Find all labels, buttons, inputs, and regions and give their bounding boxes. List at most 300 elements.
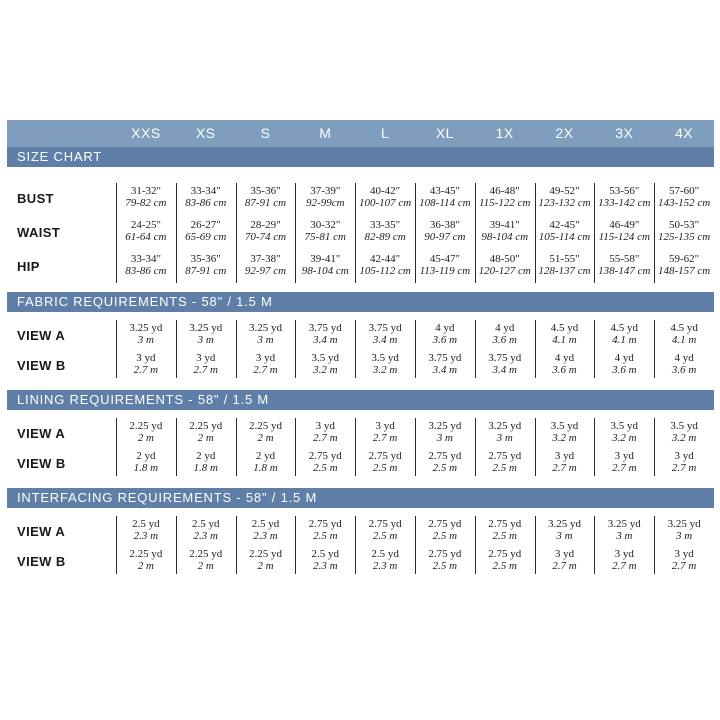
cell-metric-value: 87-91 cm	[185, 265, 227, 277]
size-column-header: M	[319, 125, 332, 141]
cell-imperial-value: 3.25 yd	[129, 322, 163, 334]
cell-imperial-value: 2.5 yd	[191, 518, 220, 530]
table-cell	[416, 185, 474, 209]
cell-metric-value: 2.7 m	[552, 462, 577, 474]
cell-metric-value: 138-147 cm	[598, 265, 651, 277]
table-cell	[177, 253, 235, 277]
cell-imperial-value: 3 yd	[136, 352, 156, 364]
table-cell	[356, 548, 414, 572]
table-cell	[416, 322, 474, 346]
cell-imperial-value: 2.75 yd	[488, 548, 522, 560]
cell-metric-value: 3 m	[556, 530, 573, 542]
cell-metric-value: 2.7 m	[253, 364, 278, 376]
cell-metric-value: 2.3 m	[372, 560, 398, 572]
table-cell	[536, 420, 594, 444]
cell-metric-value: 3 m	[436, 432, 453, 444]
cell-metric-value: 79-82 cm	[125, 197, 167, 209]
cell-metric-value: 87-91 cm	[244, 197, 287, 209]
cell-metric-value: 125-135 cm	[657, 231, 711, 243]
table-cell	[296, 352, 354, 376]
cell-imperial-value: 2.25 yd	[248, 548, 282, 560]
cell-metric-value: 3.6 m	[432, 334, 458, 346]
size-header-row	[7, 120, 714, 147]
cell-metric-value: 3 m	[616, 530, 633, 542]
cell-imperial-value: 3 yd	[614, 548, 634, 560]
table-cell	[595, 420, 653, 444]
cell-imperial-value: 24-25"	[130, 219, 161, 231]
cell-metric-value: 128-137 cm	[538, 265, 591, 277]
cell-imperial-value: 3.5 yd	[610, 420, 639, 432]
cell-metric-value: 83-86 cm	[185, 197, 227, 209]
table-cell	[476, 518, 534, 542]
cell-metric-value: 2.7 m	[671, 560, 697, 572]
table-cell	[296, 185, 354, 209]
table-cell	[595, 518, 653, 542]
cell-metric-value: 2 m	[197, 432, 214, 444]
cell-metric-value: 108-114 cm	[419, 197, 471, 209]
row-label: VIEW B	[17, 358, 66, 373]
cell-imperial-value: 46-49"	[609, 219, 640, 231]
cell-imperial-value: 3.5 yd	[371, 352, 399, 364]
cell-metric-value: 3.4 m	[432, 364, 458, 376]
cell-imperial-value: 33-34"	[130, 253, 161, 265]
cell-imperial-value: 59-62"	[669, 253, 700, 265]
table-cell	[476, 420, 534, 444]
cell-imperial-value: 2.75 yd	[428, 548, 462, 560]
table-cell	[655, 253, 713, 277]
cell-metric-value: 3.4 m	[313, 334, 338, 346]
cell-imperial-value: 39-41"	[489, 219, 520, 231]
cell-metric-value: 113-119 cm	[419, 265, 471, 277]
table-cell	[416, 548, 474, 572]
cell-imperial-value: 42-45"	[549, 219, 580, 231]
cell-imperial-value: 2.75 yd	[368, 450, 402, 462]
table-cell	[416, 420, 474, 444]
cell-imperial-value: 2.25 yd	[129, 548, 163, 560]
cell-imperial-value: 2 yd	[136, 450, 156, 462]
cell-metric-value: 3.2 m	[552, 432, 577, 444]
cell-imperial-value: 2.75 yd	[488, 450, 522, 462]
cell-metric-value: 3 m	[675, 530, 693, 542]
cell-metric-value: 3.2 m	[372, 364, 398, 376]
table-cell	[237, 253, 295, 277]
table-cell	[536, 548, 594, 572]
cell-metric-value: 98-104 cm	[481, 231, 529, 243]
cell-imperial-value: 2.75 yd	[368, 518, 402, 530]
table-cell	[476, 253, 534, 277]
cell-metric-value: 98-104 cm	[301, 265, 349, 277]
cell-imperial-value: 2 yd	[255, 450, 276, 462]
table-cell	[117, 253, 175, 277]
cell-imperial-value: 2.25 yd	[129, 420, 163, 432]
cell-imperial-value: 43-45"	[429, 185, 460, 197]
table-cell	[356, 518, 414, 542]
cell-imperial-value: 3.75 yd	[428, 352, 462, 364]
table-cell	[536, 219, 594, 243]
cell-imperial-value: 57-60"	[669, 185, 700, 197]
table-cell	[117, 450, 175, 474]
table-cell	[476, 219, 534, 243]
table-cell	[177, 548, 235, 572]
table-cell	[476, 322, 534, 346]
table-cell	[117, 420, 175, 444]
table-cell	[416, 219, 474, 243]
cell-metric-value: 2.7 m	[552, 560, 577, 572]
cell-metric-value: 2.7 m	[313, 432, 338, 444]
cell-metric-value: 2.3 m	[313, 560, 338, 572]
cell-metric-value: 123-132 cm	[538, 197, 591, 209]
table-cell	[237, 322, 295, 346]
cell-metric-value: 2 m	[137, 560, 154, 572]
cell-metric-value: 3 m	[197, 334, 214, 346]
section-body	[7, 410, 714, 488]
cell-imperial-value: 2.75 yd	[428, 450, 462, 462]
table-cell	[356, 420, 414, 444]
table-cell	[595, 219, 653, 243]
table-cell	[177, 185, 235, 209]
cell-metric-value: 82-89 cm	[364, 231, 406, 243]
cell-imperial-value: 2 yd	[196, 450, 216, 462]
cell-metric-value: 2.7 m	[612, 560, 637, 572]
cell-imperial-value: 2.75 yd	[428, 518, 462, 530]
cell-metric-value: 2.5 m	[372, 530, 398, 542]
table-cell	[296, 420, 354, 444]
cell-imperial-value: 55-58"	[609, 253, 640, 265]
cell-metric-value: 2.3 m	[253, 530, 278, 542]
cell-imperial-value: 4.5 yd	[550, 322, 579, 334]
table-cell	[536, 450, 594, 474]
cell-metric-value: 2 m	[257, 432, 274, 444]
table-cell	[595, 548, 653, 572]
cell-imperial-value: 49-52"	[549, 185, 580, 197]
cell-imperial-value: 3.25 yd	[428, 420, 462, 432]
table-cell	[237, 518, 295, 542]
row-label: HIP	[17, 259, 40, 274]
table-cell	[476, 450, 534, 474]
table-cell	[655, 352, 713, 376]
section-body	[7, 167, 714, 292]
cell-metric-value: 2.7 m	[193, 364, 218, 376]
table-cell	[416, 518, 474, 542]
cell-metric-value: 3 m	[137, 334, 154, 346]
cell-imperial-value: 4 yd	[495, 322, 515, 334]
size-column-header: 1X	[495, 125, 514, 141]
size-column-header: S	[260, 125, 271, 141]
cell-imperial-value: 3 yd	[196, 352, 216, 364]
table-cell	[296, 219, 354, 243]
cell-metric-value: 2.5 m	[492, 462, 517, 474]
row-label: VIEW A	[17, 524, 66, 539]
cell-imperial-value: 4 yd	[435, 322, 455, 334]
table-cell	[356, 352, 414, 376]
cell-imperial-value: 3.5 yd	[670, 420, 698, 432]
table-cell	[117, 185, 175, 209]
table-cell	[595, 253, 653, 277]
cell-metric-value: 3.4 m	[372, 334, 398, 346]
cell-imperial-value: 4 yd	[554, 352, 575, 364]
cell-metric-value: 3.2 m	[612, 432, 637, 444]
cell-imperial-value: 4.5 yd	[610, 322, 639, 334]
cell-metric-value: 2.5 m	[432, 530, 458, 542]
cell-imperial-value: 3 yd	[554, 450, 575, 462]
table-cell	[237, 219, 295, 243]
table-cell	[416, 253, 474, 277]
cell-imperial-value: 51-55"	[549, 253, 580, 265]
cell-metric-value: 65-69 cm	[185, 231, 227, 243]
cell-metric-value: 70-74 cm	[244, 231, 287, 243]
cell-imperial-value: 2.5 yd	[371, 548, 399, 560]
size-column-header: XXS	[131, 125, 161, 141]
cell-imperial-value: 3.5 yd	[550, 420, 579, 432]
cell-imperial-value: 39-41"	[310, 253, 341, 265]
cell-imperial-value: 35-36"	[250, 185, 281, 197]
cell-metric-value: 83-86 cm	[125, 265, 167, 277]
cell-metric-value: 100-107 cm	[358, 197, 412, 209]
cell-imperial-value: 3 yd	[674, 450, 694, 462]
cell-metric-value: 2 m	[137, 432, 154, 444]
table-cell	[476, 185, 534, 209]
table-cell	[476, 352, 534, 376]
row-label: WAIST	[17, 225, 61, 240]
table-cell	[356, 253, 414, 277]
table-cell	[117, 518, 175, 542]
cell-imperial-value: 3.75 yd	[368, 322, 402, 334]
cell-metric-value: 3.6 m	[552, 364, 577, 376]
cell-imperial-value: 50-53"	[669, 219, 700, 231]
table-cell	[237, 548, 295, 572]
table-cell	[416, 352, 474, 376]
cell-metric-value: 2.5 m	[432, 462, 458, 474]
cell-imperial-value: 36-38"	[429, 219, 460, 231]
cell-metric-value: 3 m	[257, 334, 274, 346]
cell-metric-value: 3.2 m	[671, 432, 697, 444]
table-cell	[655, 322, 713, 346]
cell-metric-value: 115-122 cm	[478, 197, 531, 209]
cell-metric-value: 2.7 m	[372, 432, 398, 444]
cell-imperial-value: 2.25 yd	[248, 420, 282, 432]
cell-metric-value: 75-81 cm	[304, 231, 346, 243]
table-cell	[595, 352, 653, 376]
section-body	[7, 508, 714, 586]
section-title: FABRIC REQUIREMENTS - 58" / 1.5 M	[7, 292, 714, 312]
cell-imperial-value: 45-47"	[429, 253, 460, 265]
cell-imperial-value: 48-50"	[489, 253, 520, 265]
cell-metric-value: 2.5 m	[492, 530, 517, 542]
cell-metric-value: 3 m	[496, 432, 513, 444]
cell-imperial-value: 3.5 yd	[311, 352, 340, 364]
table-cell	[177, 322, 235, 346]
cell-metric-value: 2.7 m	[671, 462, 697, 474]
cell-metric-value: 61-64 cm	[125, 231, 167, 243]
cell-imperial-value: 2.75 yd	[308, 518, 342, 530]
cell-metric-value: 133-142 cm	[598, 197, 651, 209]
table-cell	[595, 185, 653, 209]
section-title: INTERFACING REQUIREMENTS - 58" / 1.5 M	[7, 488, 714, 508]
cell-imperial-value: 30-32"	[310, 219, 341, 231]
table-cell	[536, 322, 594, 346]
cell-metric-value: 143-152 cm	[657, 197, 711, 209]
table-cell	[536, 185, 594, 209]
cell-imperial-value: 3 yd	[315, 420, 335, 432]
table-cell	[536, 518, 594, 542]
row-label: VIEW A	[17, 328, 66, 343]
cell-metric-value: 4.1 m	[671, 334, 697, 346]
cell-metric-value: 2.5 m	[313, 530, 338, 542]
cell-metric-value: 3.6 m	[612, 364, 637, 376]
cell-metric-value: 2.5 m	[492, 560, 517, 572]
table-cell	[117, 352, 175, 376]
table-cell	[595, 450, 653, 474]
section-body	[7, 312, 714, 390]
table-cell	[536, 253, 594, 277]
cell-imperial-value: 2.5 yd	[132, 518, 160, 530]
cell-imperial-value: 3.25 yd	[189, 322, 223, 334]
table-cell	[296, 518, 354, 542]
table-cell	[237, 352, 295, 376]
table-cell	[237, 185, 295, 209]
cell-imperial-value: 3 yd	[554, 548, 575, 560]
table-cell	[296, 548, 354, 572]
size-column-header: L	[380, 125, 390, 141]
size-column-header: 3X	[615, 125, 634, 141]
table-cell	[296, 322, 354, 346]
cell-metric-value: 2.5 m	[313, 462, 338, 474]
cell-imperial-value: 46-48"	[489, 185, 520, 197]
table-cell	[416, 450, 474, 474]
row-label: VIEW B	[17, 456, 66, 471]
cell-imperial-value: 3.75 yd	[488, 352, 522, 364]
table-cell	[296, 450, 354, 474]
table-cell	[655, 548, 713, 572]
cell-imperial-value: 3 yd	[674, 548, 694, 560]
cell-imperial-value: 4 yd	[674, 352, 694, 364]
cell-metric-value: 1.8 m	[133, 462, 159, 474]
section-title: SIZE CHART	[7, 147, 714, 167]
cell-metric-value: 1.8 m	[253, 462, 278, 474]
cell-imperial-value: 2.75 yd	[308, 450, 342, 462]
cell-imperial-value: 3.25 yd	[607, 518, 641, 530]
cell-imperial-value: 35-36"	[190, 253, 221, 265]
cell-imperial-value: 3 yd	[614, 450, 634, 462]
table-cell	[177, 352, 235, 376]
table-cell	[117, 219, 175, 243]
size-chart	[7, 120, 714, 586]
cell-metric-value: 4.1 m	[612, 334, 637, 346]
cell-imperial-value: 33-34"	[190, 185, 221, 197]
cell-metric-value: 105-112 cm	[359, 265, 411, 277]
row-label: VIEW A	[17, 426, 66, 441]
cell-imperial-value: 42-44"	[370, 253, 401, 265]
cell-imperial-value: 3.25 yd	[667, 518, 701, 530]
table-cell	[655, 518, 713, 542]
section-title: LINING REQUIREMENTS - 58" / 1.5 M	[7, 390, 714, 410]
table-cell	[595, 322, 653, 346]
cell-metric-value: 115-124 cm	[598, 231, 650, 243]
row-label: BUST	[17, 191, 54, 206]
table-cell	[177, 420, 235, 444]
table-cell	[177, 450, 235, 474]
cell-imperial-value: 31-32"	[130, 185, 161, 197]
cell-metric-value: 3.6 m	[492, 334, 517, 346]
cell-imperial-value: 3 yd	[375, 420, 395, 432]
cell-metric-value: 120-127 cm	[478, 265, 531, 277]
cell-imperial-value: 37-38"	[250, 253, 281, 265]
table-cell	[237, 420, 295, 444]
size-column-header: 4X	[675, 125, 694, 141]
table-cell	[296, 253, 354, 277]
cell-metric-value: 1.8 m	[193, 462, 218, 474]
table-cell	[356, 322, 414, 346]
cell-metric-value: 3.2 m	[313, 364, 338, 376]
cell-imperial-value: 2.25 yd	[189, 548, 223, 560]
cell-metric-value: 2 m	[197, 560, 214, 572]
row-label: VIEW B	[17, 554, 66, 569]
cell-metric-value: 3.6 m	[671, 364, 697, 376]
cell-imperial-value: 37-39"	[310, 185, 341, 197]
table-cell	[356, 219, 414, 243]
cell-imperial-value: 3.25 yd	[488, 420, 522, 432]
size-column-header: XL	[435, 125, 454, 141]
cell-metric-value: 2.7 m	[612, 462, 637, 474]
size-column-header: 2X	[555, 125, 574, 141]
table-cell	[177, 518, 235, 542]
cell-metric-value: 2.3 m	[133, 530, 159, 542]
cell-metric-value: 2 m	[257, 560, 274, 572]
table-cell	[536, 352, 594, 376]
table-cell	[117, 548, 175, 572]
size-column-header: XS	[195, 125, 216, 141]
cell-imperial-value: 33-35"	[370, 219, 401, 231]
table-cell	[476, 548, 534, 572]
cell-imperial-value: 4.5 yd	[670, 322, 698, 334]
cell-imperial-value: 2.5 yd	[311, 548, 340, 560]
cell-imperial-value: 2.5 yd	[251, 518, 280, 530]
cell-metric-value: 2.3 m	[193, 530, 218, 542]
cell-imperial-value: 3.25 yd	[248, 322, 282, 334]
table-cell	[655, 450, 713, 474]
cell-imperial-value: 3.25 yd	[547, 518, 581, 530]
cell-imperial-value: 28-29"	[250, 219, 281, 231]
cell-metric-value: 4.1 m	[552, 334, 577, 346]
cell-metric-value: 2.7 m	[133, 364, 159, 376]
cell-metric-value: 2.5 m	[432, 560, 458, 572]
cell-metric-value: 105-114 cm	[538, 231, 591, 243]
cell-imperial-value: 53-56"	[609, 185, 640, 197]
cell-metric-value: 90-97 cm	[424, 231, 466, 243]
cell-imperial-value: 2.25 yd	[189, 420, 223, 432]
cell-metric-value: 2.5 m	[372, 462, 398, 474]
chart-sections	[7, 147, 714, 586]
cell-metric-value: 148-157 cm	[657, 265, 711, 277]
table-cell	[117, 322, 175, 346]
cell-imperial-value: 4 yd	[614, 352, 634, 364]
cell-imperial-value: 2.75 yd	[488, 518, 522, 530]
table-cell	[237, 450, 295, 474]
table-cell	[655, 219, 713, 243]
table-cell	[177, 219, 235, 243]
cell-metric-value: 92-99cm	[306, 197, 345, 209]
cell-imperial-value: 26-27"	[190, 219, 221, 231]
cell-imperial-value: 40-42"	[370, 185, 401, 197]
table-cell	[356, 185, 414, 209]
table-cell	[356, 450, 414, 474]
table-cell	[655, 420, 713, 444]
table-cell	[655, 185, 713, 209]
cell-metric-value: 92-97 cm	[244, 265, 287, 277]
cell-imperial-value: 3 yd	[255, 352, 276, 364]
cell-imperial-value: 3.75 yd	[308, 322, 342, 334]
cell-metric-value: 3.4 m	[492, 364, 517, 376]
